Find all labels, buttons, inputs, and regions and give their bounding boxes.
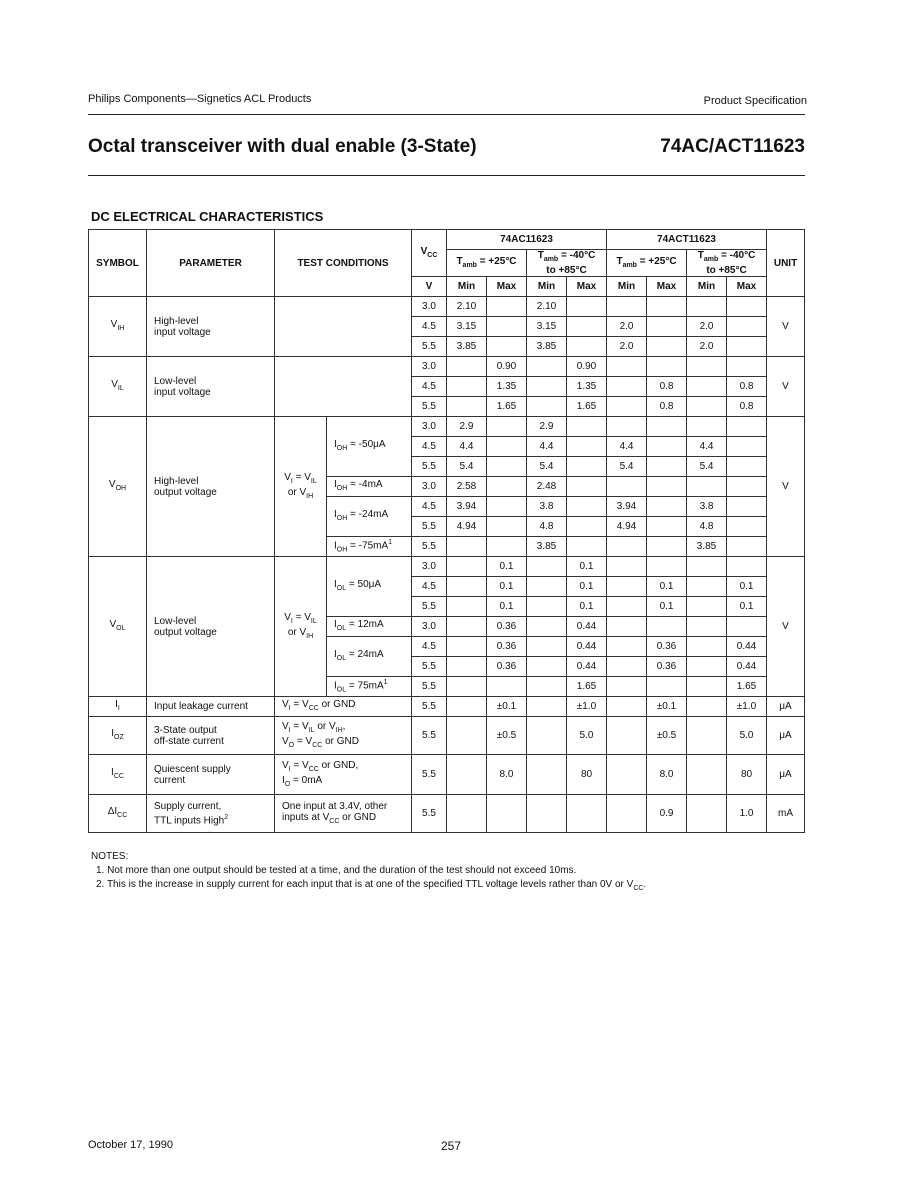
act-t25-header: $T_{amb} = +25^\circ C$ xyxy=(607,250,687,277)
value-cell xyxy=(647,517,687,537)
max-header: Max xyxy=(647,277,687,297)
vcc-cell: 4.5 xyxy=(412,317,447,337)
value-cell: 8.0 xyxy=(487,755,527,795)
value-cell: 1.65 xyxy=(567,677,607,697)
value-cell xyxy=(727,617,767,637)
value-cell xyxy=(527,677,567,697)
page-number: 257 xyxy=(441,1139,462,1153)
value-cell: 4.94 xyxy=(607,517,647,537)
value-cell: ±0.5 xyxy=(487,717,527,755)
value-cell xyxy=(687,755,727,795)
value-cell: 2.9 xyxy=(447,417,487,437)
value-cell xyxy=(567,297,607,317)
value-cell: 0.8 xyxy=(727,397,767,417)
value-cell xyxy=(447,637,487,657)
value-cell: 80 xyxy=(567,755,607,795)
param-icc: Quiescent supply current xyxy=(147,755,275,795)
notes xyxy=(91,850,646,896)
col-test-conditions: TEST CONDITIONS xyxy=(275,230,412,297)
value-cell xyxy=(487,537,527,557)
iol-condition: $I_{OL} = 12mA$ xyxy=(327,617,412,637)
part-number: 74AC/ACT11623 xyxy=(660,136,805,157)
vcc-cell: 3.0 xyxy=(412,417,447,437)
value-cell: 0.36 xyxy=(647,657,687,677)
value-cell xyxy=(567,795,607,833)
value-cell xyxy=(487,497,527,517)
value-cell xyxy=(687,717,727,755)
value-cell: 4.4 xyxy=(447,437,487,457)
value-cell: 0.8 xyxy=(647,397,687,417)
cond-delta-icc: One input at 3.4V, other inputs at $V_{CC}$ or GND xyxy=(275,795,412,833)
value-cell: 1.65 xyxy=(727,677,767,697)
page-title: Octal transceiver with dual enable (3-State) xyxy=(88,136,477,157)
value-cell: 2.10 xyxy=(447,297,487,317)
table-row xyxy=(89,417,805,437)
vcc-cell: 3.0 xyxy=(412,357,447,377)
symbol-ioz: $I_{OZ}$ xyxy=(89,717,147,755)
max-header: Max xyxy=(727,277,767,297)
value-cell xyxy=(527,577,567,597)
value-cell: 4.4 xyxy=(527,437,567,457)
group-74act11623: 74ACT11623 xyxy=(607,230,767,250)
value-cell: 0.1 xyxy=(567,577,607,597)
value-cell xyxy=(487,317,527,337)
vcc-cell: 5.5 xyxy=(412,755,447,795)
symbol-delta-icc: $\Delta I_{CC}$ xyxy=(89,795,147,833)
value-cell xyxy=(487,795,527,833)
value-cell xyxy=(447,537,487,557)
vcc-cell: 5.5 xyxy=(412,457,447,477)
unit-vil: V xyxy=(767,357,805,417)
symbol-voh: $V_{OH}$ xyxy=(89,417,147,557)
value-cell xyxy=(727,497,767,517)
vcc-cell: 5.5 xyxy=(412,337,447,357)
vcc-cell: 4.5 xyxy=(412,637,447,657)
notes-title: NOTES: xyxy=(91,851,129,862)
symbol-icc: $I_{CC}$ xyxy=(89,755,147,795)
value-cell xyxy=(647,317,687,337)
header-row-1 xyxy=(89,230,805,250)
value-cell: 2.0 xyxy=(687,317,727,337)
value-cell xyxy=(567,457,607,477)
vcc-cell: 5.5 xyxy=(412,717,447,755)
value-cell xyxy=(727,297,767,317)
value-cell xyxy=(687,397,727,417)
cond-icc: $V_I = V_{CC}$ or GND, $I_O = 0mA$ xyxy=(275,755,412,795)
value-cell: 80 xyxy=(727,755,767,795)
param-voh: High-level output voltage xyxy=(147,417,275,557)
value-cell xyxy=(447,377,487,397)
value-cell: ±1.0 xyxy=(567,697,607,717)
value-cell xyxy=(687,477,727,497)
value-cell xyxy=(487,677,527,697)
value-cell: 0.90 xyxy=(487,357,527,377)
value-cell xyxy=(567,477,607,497)
value-cell: 4.4 xyxy=(687,437,727,457)
ac-t40-header: $T_{amb} = -40^\circ C$ to +85°C xyxy=(527,250,607,277)
value-cell xyxy=(687,677,727,697)
min-header: Min xyxy=(527,277,567,297)
param-delta-icc: Supply current, TTL inputs High$^2$ xyxy=(147,795,275,833)
value-cell: 0.1 xyxy=(487,597,527,617)
value-cell: 3.15 xyxy=(527,317,567,337)
value-cell xyxy=(527,697,567,717)
value-cell: 0.44 xyxy=(727,657,767,677)
table-row xyxy=(89,297,805,317)
table-row xyxy=(89,697,805,717)
value-cell xyxy=(727,317,767,337)
value-cell: 0.1 xyxy=(727,597,767,617)
value-cell: 3.8 xyxy=(687,497,727,517)
group-74ac11623: 74AC11623 xyxy=(447,230,607,250)
value-cell xyxy=(687,697,727,717)
value-cell xyxy=(447,697,487,717)
vcc-cell: 5.5 xyxy=(412,697,447,717)
cond-ii: $V_I = V_{CC}$ or GND xyxy=(275,697,412,717)
value-cell: 2.58 xyxy=(447,477,487,497)
value-cell xyxy=(727,477,767,497)
value-cell: 2.0 xyxy=(687,337,727,357)
iol-condition: $I_{OL} = 24mA$ xyxy=(327,637,412,677)
title-rule xyxy=(88,175,805,176)
value-cell xyxy=(447,717,487,755)
value-cell xyxy=(607,755,647,795)
vcc-cell: 4.5 xyxy=(412,497,447,517)
value-cell xyxy=(727,537,767,557)
value-cell xyxy=(647,677,687,697)
value-cell: 0.36 xyxy=(647,637,687,657)
value-cell xyxy=(607,357,647,377)
symbol-vih: $V_{IH}$ xyxy=(89,297,147,357)
value-cell: 8.0 xyxy=(647,755,687,795)
value-cell xyxy=(687,297,727,317)
unit-icc: μA xyxy=(767,755,805,795)
value-cell xyxy=(487,437,527,457)
value-cell xyxy=(727,457,767,477)
value-cell: 5.0 xyxy=(567,717,607,755)
value-cell: 1.35 xyxy=(487,377,527,397)
unit-vol: V xyxy=(767,557,805,697)
value-cell xyxy=(647,417,687,437)
unit-ioz: μA xyxy=(767,717,805,755)
value-cell xyxy=(487,517,527,537)
vcc-cell: 5.5 xyxy=(412,597,447,617)
value-cell xyxy=(687,357,727,377)
unit-ii: μA xyxy=(767,697,805,717)
value-cell xyxy=(527,377,567,397)
vcc-cell: 5.5 xyxy=(412,657,447,677)
iol-condition: $I_{OL} = 75mA^1$ xyxy=(327,677,412,697)
value-cell xyxy=(447,677,487,697)
param-vol: Low-level output voltage xyxy=(147,557,275,697)
value-cell: 1.0 xyxy=(727,795,767,833)
value-cell xyxy=(647,557,687,577)
ac-t25-header: $T_{amb} = +25^\circ C$ xyxy=(447,250,527,277)
value-cell xyxy=(447,657,487,677)
value-cell xyxy=(447,577,487,597)
value-cell: 1.65 xyxy=(487,397,527,417)
table-row xyxy=(89,795,805,833)
value-cell xyxy=(527,397,567,417)
param-ii: Input leakage current xyxy=(147,697,275,717)
value-cell xyxy=(607,577,647,597)
vcc-cell: 5.5 xyxy=(412,795,447,833)
value-cell xyxy=(527,755,567,795)
value-cell: ±1.0 xyxy=(727,697,767,717)
value-cell: 1.35 xyxy=(567,377,607,397)
value-cell xyxy=(487,457,527,477)
cond-vol: $V_I = V_{IL}$ or $V_{IH}$ xyxy=(275,557,327,697)
value-cell xyxy=(607,617,647,637)
ioh-condition: $I_{OH} = -50\mu A$ xyxy=(327,417,412,477)
value-cell xyxy=(727,517,767,537)
value-cell xyxy=(687,557,727,577)
value-cell xyxy=(647,357,687,377)
value-cell xyxy=(607,795,647,833)
header-rule xyxy=(88,114,805,115)
value-cell xyxy=(607,377,647,397)
value-cell xyxy=(607,657,647,677)
vcc-unit: V xyxy=(412,277,447,297)
value-cell xyxy=(527,637,567,657)
value-cell xyxy=(727,357,767,377)
value-cell xyxy=(687,657,727,677)
value-cell xyxy=(567,417,607,437)
footer-date: October 17, 1990 xyxy=(88,1139,174,1151)
min-header: Min xyxy=(447,277,487,297)
unit-delta-icc: mA xyxy=(767,795,805,833)
value-cell xyxy=(527,357,567,377)
dc-characteristics-table xyxy=(88,229,805,833)
value-cell: 0.36 xyxy=(487,657,527,677)
vcc-cell: 3.0 xyxy=(412,617,447,637)
value-cell: 0.8 xyxy=(727,377,767,397)
unit-voh: V xyxy=(767,417,805,557)
value-cell xyxy=(647,297,687,317)
table-row xyxy=(89,557,805,577)
vcc-cell: 5.5 xyxy=(412,537,447,557)
value-cell: 0.90 xyxy=(567,357,607,377)
value-cell xyxy=(447,597,487,617)
value-cell xyxy=(567,337,607,357)
ioh-condition: $I_{OH} = -4mA$ xyxy=(327,477,412,497)
value-cell: 3.85 xyxy=(687,537,727,557)
value-cell xyxy=(647,537,687,557)
value-cell xyxy=(607,397,647,417)
value-cell xyxy=(687,617,727,637)
value-cell xyxy=(567,497,607,517)
value-cell xyxy=(607,417,647,437)
value-cell xyxy=(607,477,647,497)
vcc-cell: 3.0 xyxy=(412,297,447,317)
vcc-cell: 4.5 xyxy=(412,577,447,597)
value-cell: 0.44 xyxy=(567,637,607,657)
vcc-cell: 5.5 xyxy=(412,677,447,697)
value-cell xyxy=(447,357,487,377)
note-1: 1. Not more than one output should be tested at a time, and the duration of the test should not exceed 10ms. xyxy=(96,865,577,876)
value-cell xyxy=(487,337,527,357)
value-cell: 0.36 xyxy=(487,617,527,637)
value-cell: 0.1 xyxy=(567,597,607,617)
value-cell: 0.44 xyxy=(567,617,607,637)
value-cell: 2.48 xyxy=(527,477,567,497)
table-row xyxy=(89,755,805,795)
symbol-vol: $V_{OL}$ xyxy=(89,557,147,697)
value-cell: 1.65 xyxy=(567,397,607,417)
param-vih: High-level input voltage xyxy=(147,297,275,357)
value-cell xyxy=(447,795,487,833)
min-header: Min xyxy=(687,277,727,297)
document-type: Product Specification xyxy=(703,95,807,107)
min-header: Min xyxy=(607,277,647,297)
value-cell: 4.4 xyxy=(607,437,647,457)
value-cell: 5.4 xyxy=(607,457,647,477)
value-cell: 2.10 xyxy=(527,297,567,317)
value-cell xyxy=(527,795,567,833)
note-2: 2. This is the increase in supply current for each input that is at one of the specified TTL voltage levels rather than 0V or $V_{CC}$. xyxy=(96,879,647,892)
value-cell xyxy=(647,477,687,497)
act-t40-header: $T_{amb} = -40^\circ C$ to +85°C xyxy=(687,250,767,277)
value-cell: 0.1 xyxy=(487,577,527,597)
col-symbol: SYMBOL xyxy=(89,230,147,297)
iol-condition: $I_{OL} = 50\mu A$ xyxy=(327,557,412,617)
value-cell: 3.85 xyxy=(527,537,567,557)
param-ioz: 3-State output off-state current xyxy=(147,717,275,755)
value-cell: 5.0 xyxy=(727,717,767,755)
value-cell: 4.8 xyxy=(687,517,727,537)
value-cell xyxy=(647,337,687,357)
symbol-vil: $V_{IL}$ xyxy=(89,357,147,417)
max-header: Max xyxy=(567,277,607,297)
value-cell: 3.94 xyxy=(607,497,647,517)
value-cell: 4.8 xyxy=(527,517,567,537)
value-cell xyxy=(687,637,727,657)
value-cell: 0.9 xyxy=(647,795,687,833)
value-cell xyxy=(567,517,607,537)
value-cell xyxy=(607,637,647,657)
value-cell xyxy=(527,717,567,755)
value-cell xyxy=(447,617,487,637)
value-cell xyxy=(727,337,767,357)
vcc-cell: 5.5 xyxy=(412,517,447,537)
cond-voh: $V_I = V_{IL}$ or $V_{IH}$ xyxy=(275,417,327,557)
value-cell xyxy=(727,417,767,437)
value-cell xyxy=(687,597,727,617)
value-cell xyxy=(487,297,527,317)
value-cell xyxy=(607,537,647,557)
value-cell: 0.8 xyxy=(647,377,687,397)
value-cell xyxy=(487,417,527,437)
company-header: Philips Components—Signetics ACL Products xyxy=(88,93,312,105)
value-cell xyxy=(527,557,567,577)
vcc-cell: 4.5 xyxy=(412,377,447,397)
value-cell: 0.1 xyxy=(647,597,687,617)
value-cell xyxy=(607,717,647,755)
value-cell xyxy=(567,317,607,337)
value-cell: 0.1 xyxy=(487,557,527,577)
value-cell xyxy=(607,597,647,617)
value-cell xyxy=(727,557,767,577)
value-cell: 2.9 xyxy=(527,417,567,437)
value-cell: 3.94 xyxy=(447,497,487,517)
value-cell: 5.4 xyxy=(527,457,567,477)
ioh-condition: $I_{OH} = -24mA$ xyxy=(327,497,412,537)
value-cell: 4.94 xyxy=(447,517,487,537)
value-cell: 0.1 xyxy=(727,577,767,597)
value-cell: 5.4 xyxy=(687,457,727,477)
max-header: Max xyxy=(487,277,527,297)
value-cell xyxy=(647,617,687,637)
value-cell: 3.85 xyxy=(447,337,487,357)
value-cell xyxy=(687,795,727,833)
symbol-ii: $I_I$ xyxy=(89,697,147,717)
value-cell xyxy=(647,457,687,477)
ioh-condition: $I_{OH} = -75mA^1$ xyxy=(327,537,412,557)
value-cell xyxy=(447,397,487,417)
param-vil: Low-level input voltage xyxy=(147,357,275,417)
value-cell xyxy=(687,417,727,437)
value-cell xyxy=(607,557,647,577)
value-cell xyxy=(487,477,527,497)
value-cell xyxy=(527,617,567,637)
unit-vih: V xyxy=(767,297,805,357)
value-cell xyxy=(567,437,607,457)
value-cell xyxy=(567,537,607,557)
table-row xyxy=(89,717,805,755)
value-cell xyxy=(607,677,647,697)
value-cell: 3.8 xyxy=(527,497,567,517)
vcc-cell: 4.5 xyxy=(412,437,447,457)
cond-ioz: $V_I = V_{IL}$ or $V_{IH}$, $V_O = V_{CC}$ or GND xyxy=(275,717,412,755)
value-cell xyxy=(447,755,487,795)
value-cell: 0.1 xyxy=(647,577,687,597)
value-cell xyxy=(647,437,687,457)
cond-vih xyxy=(275,297,412,357)
cond-vil xyxy=(275,357,412,417)
value-cell: ±0.1 xyxy=(647,697,687,717)
vcc-cell: 3.0 xyxy=(412,557,447,577)
value-cell xyxy=(687,577,727,597)
value-cell: ±0.5 xyxy=(647,717,687,755)
value-cell: 0.44 xyxy=(567,657,607,677)
value-cell: 0.36 xyxy=(487,637,527,657)
value-cell xyxy=(647,497,687,517)
col-vcc: $V_{CC}$ xyxy=(412,230,447,277)
value-cell: 0.1 xyxy=(567,557,607,577)
value-cell xyxy=(607,297,647,317)
value-cell xyxy=(727,437,767,457)
value-cell: 5.4 xyxy=(447,457,487,477)
table-row xyxy=(89,357,805,377)
value-cell: 2.0 xyxy=(607,317,647,337)
value-cell xyxy=(447,557,487,577)
value-cell: ±0.1 xyxy=(487,697,527,717)
value-cell xyxy=(687,377,727,397)
col-unit: UNIT xyxy=(767,230,805,297)
value-cell: 0.44 xyxy=(727,637,767,657)
value-cell xyxy=(607,697,647,717)
vcc-cell: 3.0 xyxy=(412,477,447,497)
value-cell: 2.0 xyxy=(607,337,647,357)
value-cell: 3.15 xyxy=(447,317,487,337)
section-title: DC ELECTRICAL CHARACTERISTICS xyxy=(91,209,324,224)
value-cell: 3.85 xyxy=(527,337,567,357)
value-cell xyxy=(527,657,567,677)
col-parameter: PARAMETER xyxy=(147,230,275,297)
vcc-cell: 5.5 xyxy=(412,397,447,417)
value-cell xyxy=(527,597,567,617)
